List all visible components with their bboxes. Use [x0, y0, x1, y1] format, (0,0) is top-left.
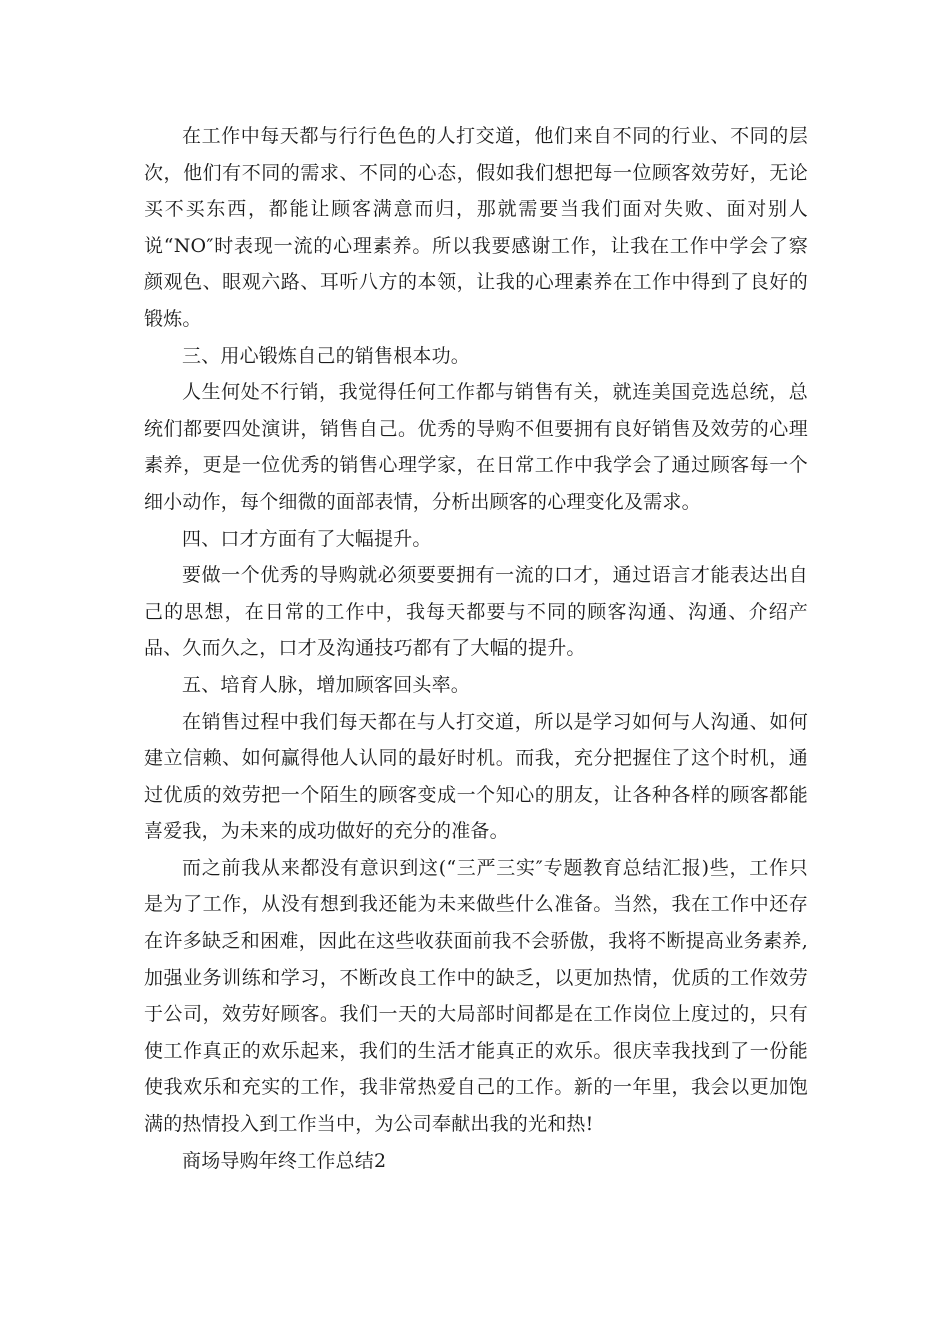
paragraph-work-psychology: 在工作中每天都与行行色色的人打交道，他们来自不同的行业、不同的层次，他们有不同的需求、不同的心态，假如我们想把每一位顾客效劳好，无论买不买东西，都能让顾客满意而归，那就需要当我们面对失败、面对别人说“NO″时表现一流的心理素养。所以我要感谢工作，让我在工作中学会了察颜观色、眼观六路、耳听八方的本领，让我的心理素养在工作中得到了良好的锻炼。 — [144, 125, 808, 330]
next-section-title: 商场导购年终工作总结2 — [182, 1149, 387, 1172]
paragraph-sales-basics: 人生何处不行销，我觉得任何工作都与销售有关，就连美国竞选总统，总统们都要四处演讲，销售自己。优秀的导购不但要拥有良好销售及效劳的心理素养，更是一位优秀的销售心理学家，在日常工作中我学会了通过顾客每一个细小动作，每个细微的面部表情，分析出顾客的心理变化及需求。 — [144, 381, 808, 513]
section-heading-network: 五、培育人脉，增加顾客回头率。 — [182, 673, 471, 696]
paragraph-eloquence: 要做一个优秀的导购就必须要要拥有一流的口才，通过语言才能表达出自己的思想，在日常的工作中，我每天都要与不同的顾客沟通、沟通、介绍产品、久而久之，口才及沟通技巧都有了大幅的提升。 — [144, 564, 808, 660]
document-body — [144, 118, 808, 1179]
paragraph-network: 在销售过程中我们每天都在与人打交道，所以是学习如何与人沟通、如何建立信赖、如何赢得他人认同的最好时机。而我，充分把握住了这个时机，通过优质的效劳把一个陌生的顾客变成一个知心的朋友，让各种各样的顾客都能喜爱我，为未来的成功做好的充分的准备。 — [144, 710, 808, 843]
section-heading-sales-basics: 三、用心锻炼自己的销售根本功。 — [182, 344, 471, 367]
paragraph-conclusion: 而之前我从来都没有意识到这(“三严三实″专题教育总结汇报)些，工作只是为了工作，从没有想到我还能为未来做些什么准备。当然，我在工作中还存在许多缺乏和困难，因此在这些收获面前我不会骄傲，我将不断提高业务素养,加强业务训练和学习，不断改良工作中的缺乏，以更加热情，优质的工作效劳于公司，效劳好顾客。我们一天的大局部时间都是在工作岗位上度过的，只有使工作真正的欢乐起来，我们的生活才能真正的欢乐。很庆幸我找到了一份能使我欢乐和充实的工作，我非常热爱自己的工作。新的一年里，我会以更加饱满的热情投入到工作当中，为公司奉献出我的光和热! — [144, 856, 808, 1136]
section-heading-eloquence: 四、口才方面有了大幅提升。 — [182, 527, 432, 550]
